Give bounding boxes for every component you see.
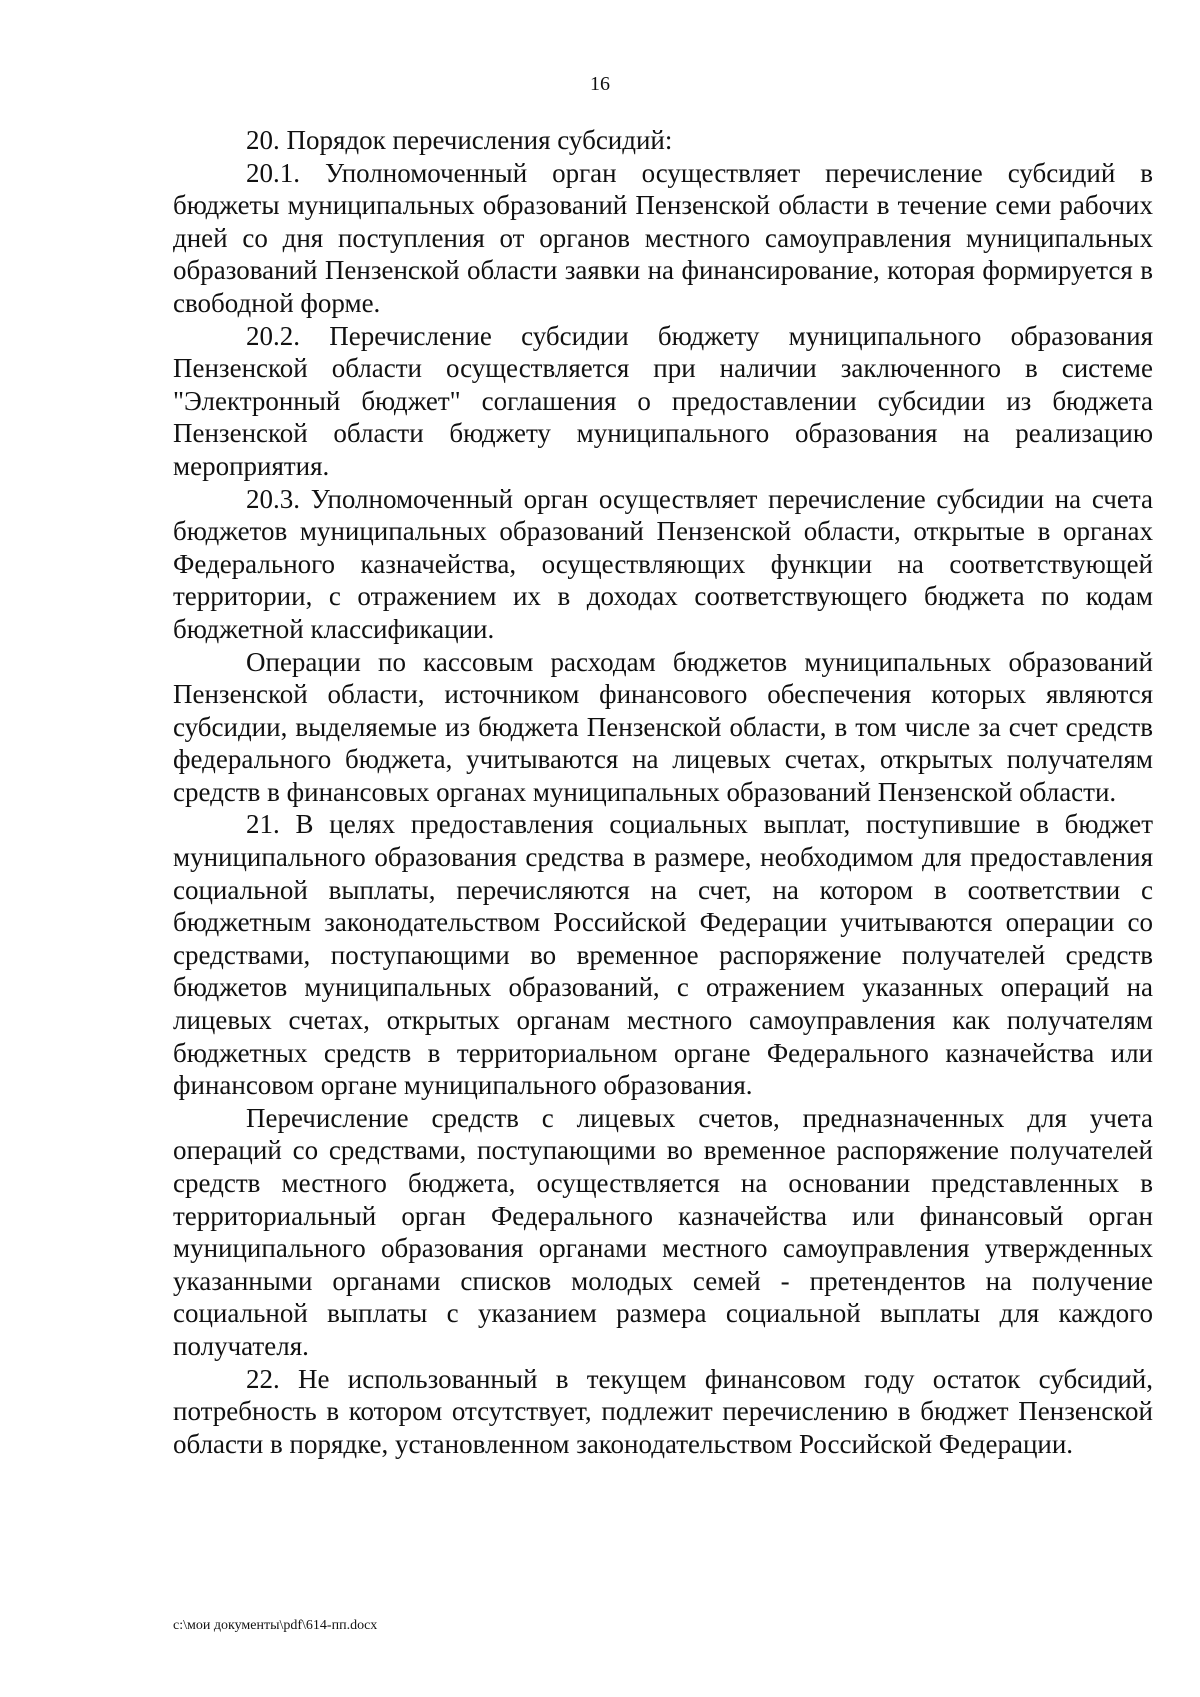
page-number: 16: [590, 73, 610, 95]
paragraph-22: 22. Не использованный в текущем финансовом году остаток субсидий, потребность в котором отсутствует, подлежит перечислению в бюджет Пензенской области в порядке, установленном законодательством Российской Федерации.: [173, 1363, 1153, 1459]
paragraph-21: 21. В целях предоставления социальных выплат, поступившие в бюджет муниципального образования средства в размере, необходимом для предоставления социальной выплаты, перечисляются на счет, на котором в соответствии с бюджетным законодательством Российской Федерации учитываются операции со средствами, поступающими во временное распоряжение получателей средств бюджетов муниципальных образований, с отражением указанных операций на лицевых счетах, открытых органам местного самоуправления как получателям бюджетных средств в территориальном органе Федерального казначейства или финансовом органе муниципального образования.: [173, 809, 1153, 1101]
document-body: [173, 124, 1153, 1460]
paragraph-transfer-funds: Перечисление средств с лицевых счетов, предназначенных для учета операций со средствами, поступающими во временное распоряжение получателей средств местного бюджета, осуществляется на основании представленных в территориальный орган Федерального казначейства или финансовый орган муниципального образования органами местного самоуправления утвержденных указанными органами списков молодых семей - претендентов на получение социальной выплаты с указанием размера социальной выплаты для каждого получателя.: [173, 1102, 1153, 1361]
paragraph-cash-operations: Операции по кассовым расходам бюджетов муниципальных образований Пензенской области, источником финансового обеспечения которых являются субсидии, выделяемые из бюджета Пензенской области, в том числе за счет средств федерального бюджета, учитываются на лицевых счетах, открытых получателям средств в финансовых органах муниципальных образований Пензенской области.: [173, 646, 1153, 807]
paragraph-20-3: 20.3. Уполномоченный орган осуществляет перечисление субсидии на счета бюджетов муниципальных образований Пензенской области, открытые в органах Федерального казначейства, осуществляющих функции на соответствующей территории, с отражением их в доходах соответствующего бюджета по кодам бюджетной классификации.: [173, 483, 1153, 644]
footer-file-path: c:\мои документы\pdf\614-пп.docx: [173, 1618, 378, 1633]
paragraph-20-2: 20.2. Перечисление субсидии бюджету муниципального образования Пензенской области осуществляется при наличии заключенного в системе "Электронный бюджет" соглашения о предоставлении субсидии из бюджета Пензенской области бюджету муниципального образования на реализацию мероприятия.: [173, 320, 1153, 481]
paragraph-20-1: 20.1. Уполномоченный орган осуществляет перечисление субсидий в бюджеты муниципальных образований Пензенской области в течение семи рабочих дней со дня поступления от органов местного самоуправления муниципальных образований Пензенской области заявки на финансирование, которая формируется в свободной форме.: [173, 157, 1153, 318]
paragraph-20-heading: 20. Порядок перечисления субсидий:: [246, 125, 673, 155]
